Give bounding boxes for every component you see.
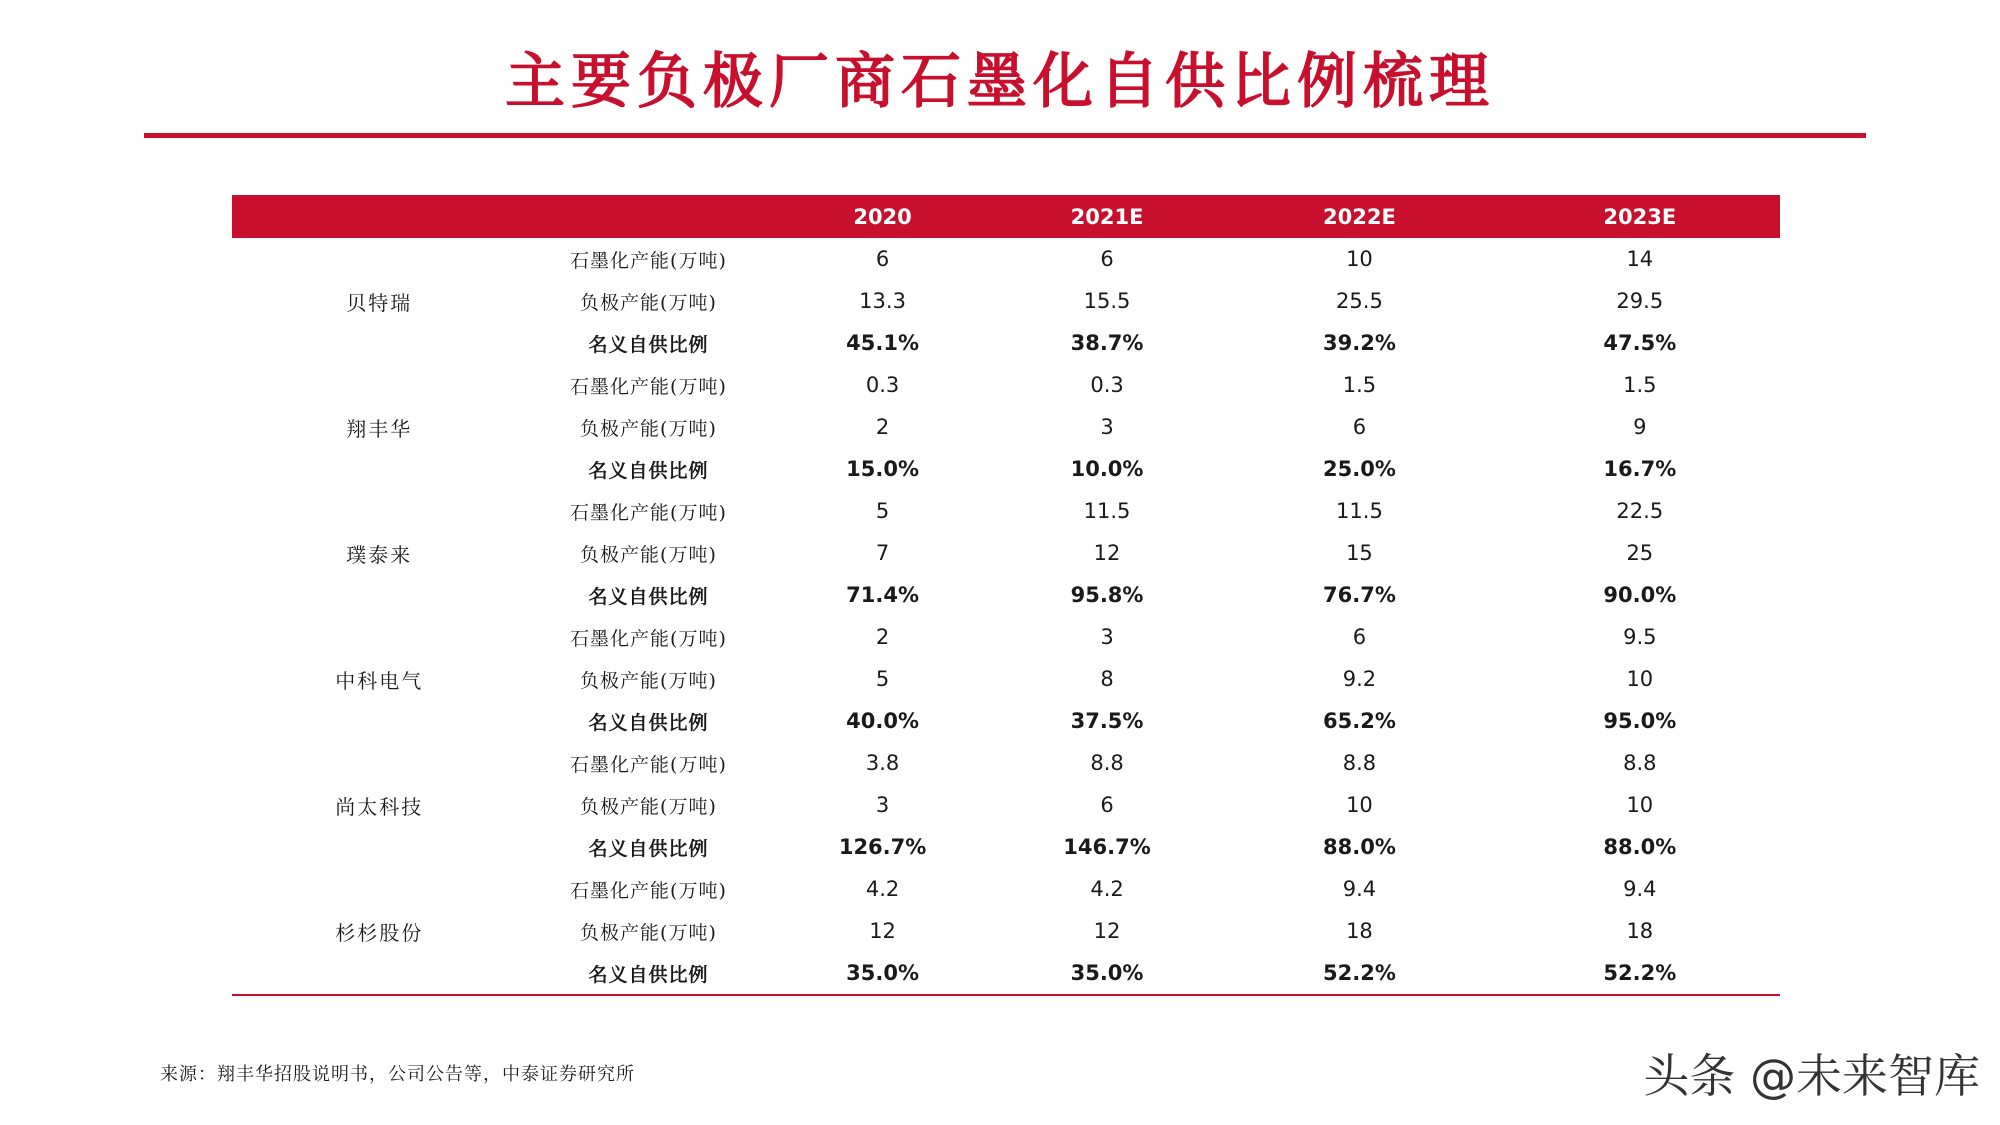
table-cell: 25.5: [1336, 289, 1383, 313]
table-cell: 35.0%: [846, 961, 919, 985]
metric-label: 石墨化产能(万吨): [570, 879, 727, 902]
table-cell: 8.8: [1623, 751, 1657, 775]
company-name: 中科电气: [335, 668, 424, 693]
metric-label: 石墨化产能(万吨): [570, 375, 727, 398]
metric-label: 名义自供比例: [588, 963, 709, 986]
table-cell: 88.0%: [1323, 835, 1396, 859]
header-2021e: 2021E: [1070, 204, 1144, 229]
company-name: 翔丰华: [346, 416, 413, 441]
table-cell: 6: [1352, 625, 1367, 649]
table-cell: 52.2%: [1603, 961, 1677, 985]
table-cell: 95.0%: [1603, 709, 1677, 733]
metric-label: 名义自供比例: [588, 837, 709, 860]
header-2020: 2020: [853, 204, 912, 229]
table-cell: 3.8: [865, 751, 900, 775]
table-cell: 15.5: [1083, 289, 1131, 313]
table-cell: 0.3: [1090, 373, 1124, 397]
metric-label: 负极产能(万吨): [580, 291, 717, 314]
header-metric: [527, 195, 771, 238]
table-cell: 14: [1626, 247, 1654, 271]
table-cell: 15.0%: [846, 457, 919, 481]
table-cell: 11.5: [1336, 499, 1383, 523]
capacity-table: [232, 195, 1780, 994]
table-cell: 37.5%: [1070, 709, 1144, 733]
table-cell: 8.8: [1090, 751, 1124, 775]
table-cell: 9: [1633, 415, 1647, 439]
company-name: 杉杉股份: [335, 920, 424, 945]
table-bottom-rule: [232, 994, 1780, 996]
metric-label: 负极产能(万吨): [580, 921, 717, 944]
table-cell: 3: [875, 793, 890, 817]
table-cell: 8.8: [1342, 751, 1377, 775]
company-name: 贝特瑞: [346, 290, 413, 315]
watermark: 头条 @未来智库: [1643, 1049, 1980, 1103]
table-cell: 12: [869, 919, 896, 943]
table-cell: 6: [875, 247, 890, 271]
table-cell: 6: [1100, 793, 1114, 817]
header-2023e: 2023E: [1603, 204, 1677, 229]
table-cell: 45.1%: [846, 331, 919, 355]
table-row: [232, 490, 1780, 532]
table-cell: 4.2: [1090, 877, 1124, 901]
table-cell: 3: [1100, 625, 1114, 649]
table-cell: 2: [875, 415, 890, 439]
table-cell: 15: [1346, 541, 1373, 565]
table-header-row: [232, 195, 1780, 238]
table-cell: 95.8%: [1070, 583, 1144, 607]
metric-label: 负极产能(万吨): [580, 543, 717, 566]
table-cell: 47.5%: [1603, 331, 1677, 355]
table-cell: 0.3: [865, 373, 900, 397]
table-cell: 71.4%: [846, 583, 919, 607]
table-cell: 25.0%: [1323, 457, 1396, 481]
table-cell: 10.0%: [1070, 457, 1144, 481]
metric-label: 名义自供比例: [588, 711, 709, 734]
table-cell: 2: [875, 625, 890, 649]
table-cell: 5: [875, 499, 890, 523]
metric-label: 名义自供比例: [588, 333, 709, 356]
table-cell: 6: [1100, 247, 1114, 271]
table-cell: 88.0%: [1603, 835, 1677, 859]
page-title: 主要负极厂商石墨化自供比例梳理: [505, 47, 1495, 117]
table-row: [232, 364, 1780, 406]
table-cell: 4.2: [865, 877, 900, 901]
metric-label: 名义自供比例: [588, 459, 709, 482]
table-cell: 1.5: [1342, 373, 1377, 397]
metric-label: 负极产能(万吨): [580, 669, 717, 692]
table-cell: 5: [875, 667, 890, 691]
table-cell: 39.2%: [1323, 331, 1396, 355]
table-cell: 22.5: [1616, 499, 1664, 523]
table-cell: 35.0%: [1070, 961, 1144, 985]
table-cell: 10: [1626, 667, 1654, 691]
metric-label: 石墨化产能(万吨): [570, 249, 727, 272]
table-cell: 38.7%: [1070, 331, 1144, 355]
table-cell: 9.2: [1342, 667, 1377, 691]
table-cell: 90.0%: [1603, 583, 1677, 607]
table-cell: 10: [1346, 247, 1373, 271]
header-company: [232, 195, 527, 238]
table-cell: 18: [1346, 919, 1373, 943]
company-name: 尚太科技: [335, 794, 424, 819]
table-cell: 25: [1626, 541, 1654, 565]
table-cell: 13.3: [859, 289, 906, 313]
table-cell: 10: [1626, 793, 1654, 817]
table-cell: 65.2%: [1323, 709, 1396, 733]
source-note: 来源：翔丰华招股说明书，公司公告等，中泰证券研究所: [160, 1064, 635, 1085]
table-cell: 8: [1100, 667, 1114, 691]
metric-label: 负极产能(万吨): [580, 417, 717, 440]
table-cell: 10: [1346, 793, 1373, 817]
metric-label: 石墨化产能(万吨): [570, 753, 727, 776]
table-cell: 18: [1626, 919, 1654, 943]
table-cell: 76.7%: [1323, 583, 1396, 607]
table-cell: 29.5: [1616, 289, 1664, 313]
table-row: [232, 238, 1780, 280]
table-cell: 3: [1100, 415, 1114, 439]
table-cell: 12: [1093, 919, 1121, 943]
table-cell: 9.5: [1623, 625, 1657, 649]
table-cell: 40.0%: [846, 709, 919, 733]
title-divider: [144, 133, 1866, 138]
company-name: 璞泰来: [346, 542, 413, 567]
table-cell: 12: [1093, 541, 1121, 565]
table-row: [232, 616, 1780, 658]
metric-label: 石墨化产能(万吨): [570, 627, 727, 650]
metric-label: 负极产能(万吨): [580, 795, 717, 818]
table-cell: 9.4: [1342, 877, 1377, 901]
table-cell: 7: [875, 541, 890, 565]
header-2022e: 2022E: [1323, 204, 1396, 229]
table-row: [232, 742, 1780, 784]
table-cell: 16.7%: [1603, 457, 1677, 481]
table-cell: 6: [1352, 415, 1367, 439]
table-cell: 52.2%: [1323, 961, 1396, 985]
table-cell: 11.5: [1083, 499, 1131, 523]
table-cell: 126.7%: [838, 835, 927, 859]
table-row: [232, 868, 1780, 910]
table-cell: 146.7%: [1063, 835, 1151, 859]
metric-label: 石墨化产能(万吨): [570, 501, 727, 524]
metric-label: 名义自供比例: [588, 585, 709, 608]
table-cell: 1.5: [1623, 373, 1657, 397]
table-cell: 9.4: [1623, 877, 1657, 901]
